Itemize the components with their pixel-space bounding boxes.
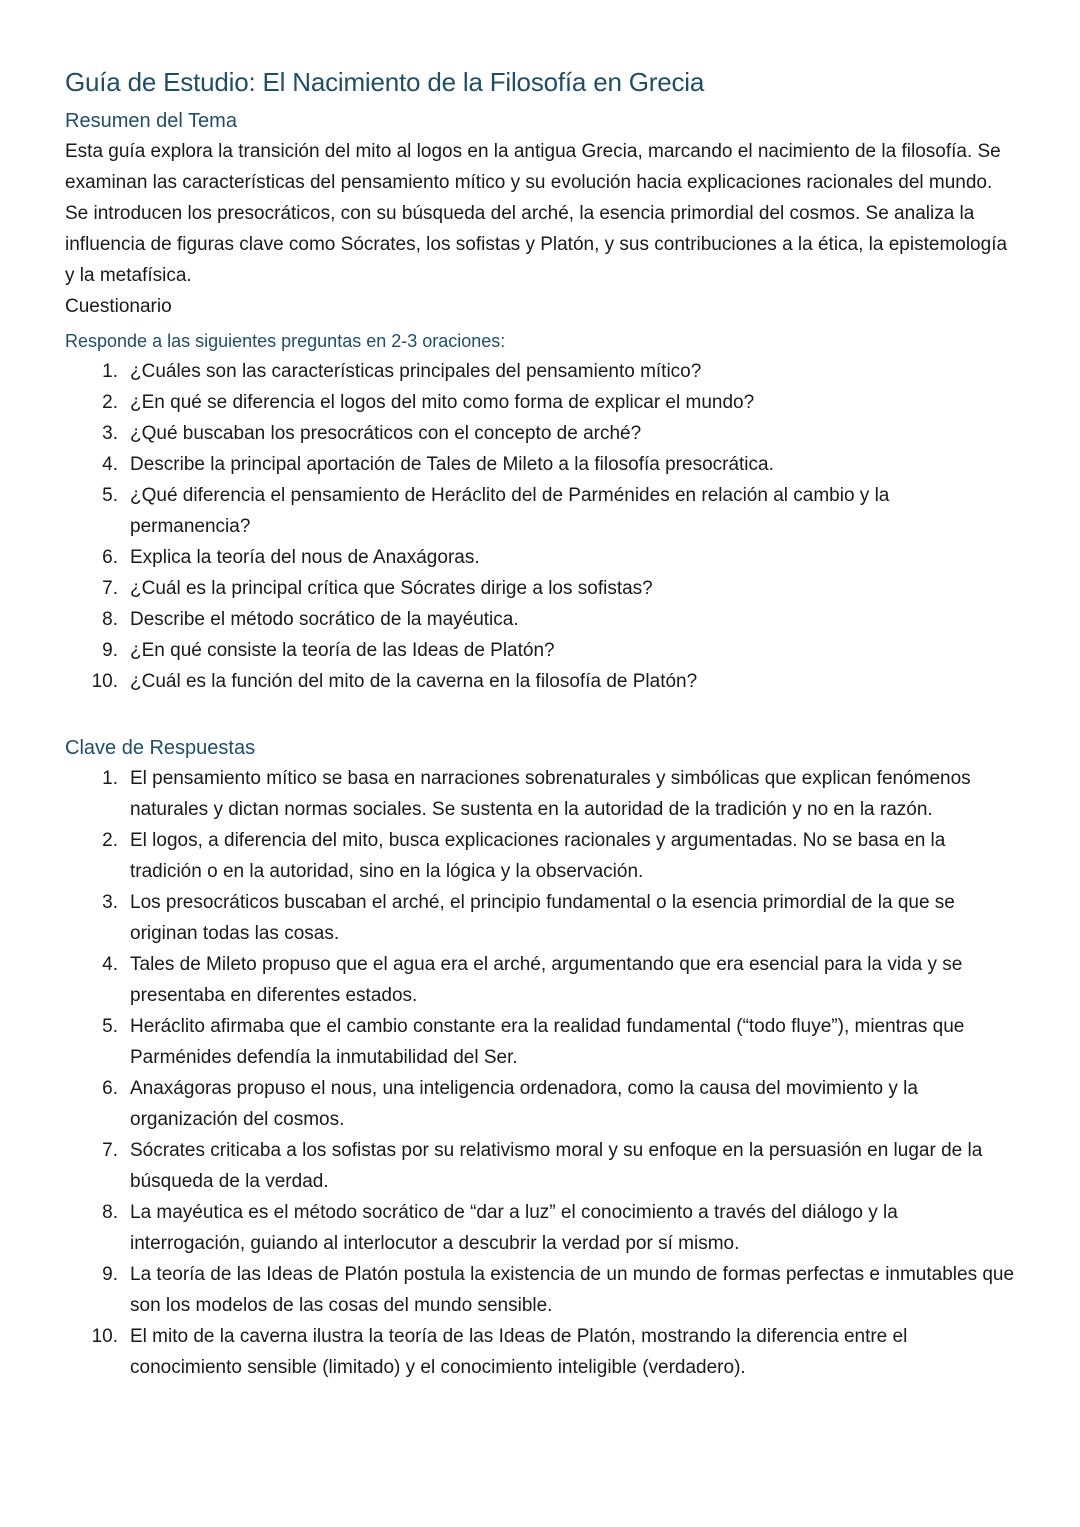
answer-list — [65, 763, 1015, 1383]
question-text: ¿Cuál es la principal crítica que Sócrates dirige a los sofistas? — [130, 578, 653, 599]
answer-number: 8. — [102, 1202, 118, 1223]
answer-item — [65, 949, 1015, 1011]
answer-number: 2. — [102, 830, 118, 851]
question-list — [65, 356, 1015, 697]
answer-item — [65, 1321, 1015, 1383]
answer-number: 3. — [102, 892, 118, 913]
question-number: 7. — [102, 578, 118, 599]
answer-number: 6. — [102, 1078, 118, 1099]
answer-item — [65, 1073, 1015, 1135]
answer-item — [65, 887, 1015, 949]
question-text: ¿Cuáles son las características principales del pensamiento mítico? — [130, 361, 702, 382]
answer-number: 4. — [102, 954, 118, 975]
question-item — [65, 604, 1015, 635]
question-item — [65, 666, 1015, 697]
answer-text: Anaxágoras propuso el nous, una inteligencia ordenadora, como la causa del movimiento y la organización del cosmos. — [130, 1078, 918, 1130]
answer-text: Sócrates criticaba a los sofistas por su relativismo moral y su enfoque en la persuasión en lugar de la búsqueda de la verdad. — [130, 1140, 983, 1192]
answer-text: Heráclito afirmaba que el cambio constante era la realidad fundamental (“todo fluye”), mientras que Parménides defendía la inmutabilidad del Ser. — [130, 1016, 965, 1068]
question-item — [65, 480, 1015, 542]
question-number: 3. — [102, 423, 118, 444]
question-item — [65, 635, 1015, 666]
question-number: 8. — [102, 609, 118, 630]
answer-text: El mito de la caverna ilustra la teoría de las Ideas de Platón, mostrando la diferencia entre el conocimiento sensible (limitado) y el conocimiento inteligible (verdadero). — [130, 1326, 908, 1378]
answer-item — [65, 1197, 1015, 1259]
question-text: Describe la principal aportación de Tales de Mileto a la filosofía presocrática. — [130, 454, 774, 475]
page-title: Guía de Estudio: El Nacimiento de la Filosofía en Grecia — [65, 67, 705, 97]
answers-heading: Clave de Respuestas — [65, 737, 256, 759]
question-number: 2. — [102, 392, 118, 413]
question-text: Describe el método socrático de la mayéutica. — [130, 609, 519, 630]
answer-number: 5. — [102, 1016, 118, 1037]
answer-item — [65, 1011, 1015, 1073]
question-item — [65, 573, 1015, 604]
question-text: ¿En qué consiste la teoría de las Ideas de Platón? — [130, 640, 555, 661]
answer-item — [65, 1259, 1015, 1321]
summary-text: Esta guía explora la transición del mito al logos en la antigua Grecia, marcando el nacimiento de la filosofía. Se examinan las características del pensamiento mítico y su evolución hacia explicaciones racionales del mundo. Se introducen los presocráticos, con su búsqueda del arché, la esencia primordial del cosmos. Se analiza la influencia de figuras clave como Sócrates, los sofistas y Platón, y sus contribuciones a la ética, la epistemología y la metafísica. — [65, 141, 1008, 286]
question-text: ¿En qué se diferencia el logos del mito como forma de explicar el mundo? — [130, 392, 755, 413]
answer-text: El pensamiento mítico se basa en narraciones sobrenaturales y simbólicas que explican fenómenos naturales y dictan normas sociales. Se sustenta en la autoridad de la tradición y no en la razón. — [130, 768, 971, 820]
question-text: ¿Qué buscaban los presocráticos con el concepto de arché? — [130, 423, 642, 444]
answer-text: La mayéutica es el método socrático de “dar a luz” el conocimiento a través del diálogo y la interrogación, guiando al interlocutor a descubrir la verdad por sí mismo. — [130, 1202, 898, 1254]
question-text: ¿Qué diferencia el pensamiento de Heráclito del de Parménides en relación al cambio y la permanencia? — [130, 485, 890, 537]
quiz-instruction: Responde a las siguientes preguntas en 2-3 oraciones: — [65, 331, 506, 351]
answer-number: 9. — [102, 1264, 118, 1285]
question-number: 9. — [102, 640, 118, 661]
question-item — [65, 542, 1015, 573]
answer-text: Los presocráticos buscaban el arché, el principio fundamental o la esencia primordial de la que se originan todas las cosas. — [130, 892, 955, 944]
answer-item — [65, 825, 1015, 887]
answer-number: 1. — [102, 768, 118, 789]
quiz-heading: Cuestionario — [65, 296, 172, 317]
question-number: 4. — [102, 454, 118, 475]
question-number: 10. — [91, 671, 118, 692]
question-item — [65, 356, 1015, 387]
document-page — [65, 62, 1015, 1383]
answer-text: La teoría de las Ideas de Platón postula la existencia de un mundo de formas perfectas e inmutables que son los modelos de las cosas del mundo sensible. — [130, 1264, 1015, 1316]
question-text: ¿Cuál es la función del mito de la caverna en la filosofía de Platón? — [130, 671, 698, 692]
summary-heading: Resumen del Tema — [65, 110, 237, 132]
question-item — [65, 387, 1015, 418]
answer-number: 7. — [102, 1140, 118, 1161]
answer-text: El logos, a diferencia del mito, busca explicaciones racionales y argumentadas. No se basa en la tradición o en la autoridad, sino en la lógica y la observación. — [130, 830, 946, 882]
answer-item — [65, 1135, 1015, 1197]
answer-item — [65, 763, 1015, 825]
answer-number: 10. — [91, 1326, 118, 1347]
answer-text: Tales de Mileto propuso que el agua era el arché, argumentando que era esencial para la vida y se presentaba en diferentes estados. — [130, 954, 963, 1006]
question-item — [65, 449, 1015, 480]
question-number: 1. — [102, 361, 118, 382]
question-item — [65, 418, 1015, 449]
question-number: 5. — [102, 485, 118, 506]
question-number: 6. — [102, 547, 118, 568]
question-text: Explica la teoría del nous de Anaxágoras. — [130, 547, 480, 568]
